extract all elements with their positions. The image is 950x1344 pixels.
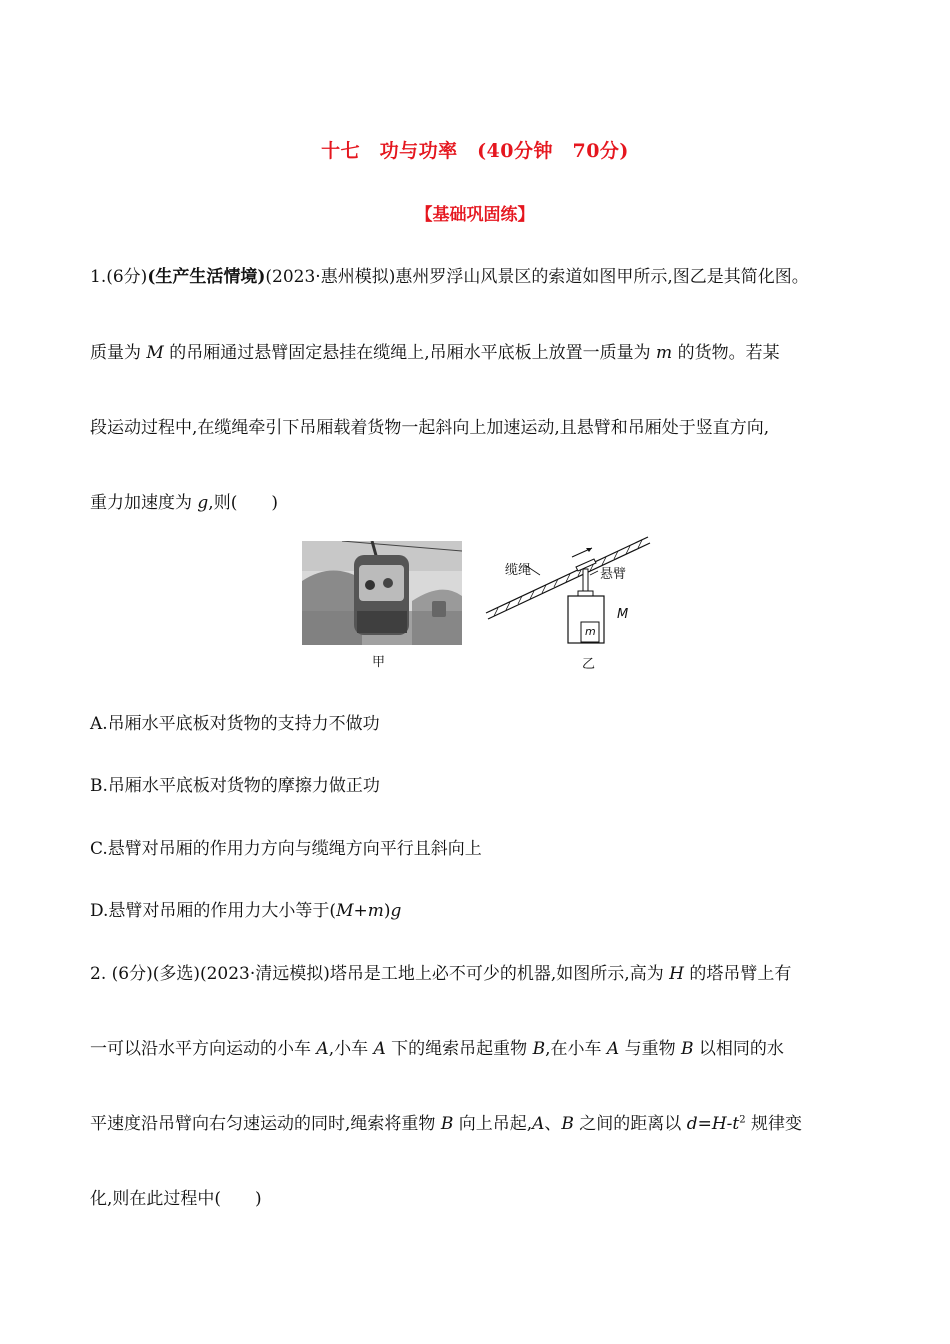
var-B: B: [561, 1114, 574, 1134]
text: 下的绳索吊起重物: [385, 1039, 533, 1059]
var-H: H: [669, 964, 684, 984]
q1-number: 1.(6分): [90, 267, 148, 287]
section-heading: 【基础巩固练】: [415, 205, 535, 225]
simplified-diagram: [480, 535, 660, 655]
text: ,则( ): [208, 493, 278, 513]
text: 平速度沿吊臂向右匀速运动的同时,绳索将重物: [90, 1114, 441, 1134]
var-M: M: [146, 343, 164, 363]
q1-line-2: [90, 338, 780, 363]
var-A: A: [373, 1039, 386, 1059]
var-A: A: [532, 1114, 545, 1134]
text: 、: [544, 1114, 562, 1134]
text: 质量为: [90, 343, 147, 363]
text: 的货物。若某: [672, 343, 780, 363]
var-B: B: [440, 1114, 454, 1134]
page-title: 十七 功与功率 (40分钟 70分): [321, 140, 629, 162]
cable-car-photo: [302, 541, 462, 645]
text: D.悬臂对吊厢的作用力大小等于(: [90, 901, 337, 921]
text: 的吊厢通过悬臂固定悬挂在缆绳上,吊厢水平底板上放置一质量为: [163, 343, 657, 363]
var-A: A: [606, 1039, 620, 1059]
var-m: m: [656, 343, 673, 363]
q2-line-1: [90, 959, 791, 984]
q2-line-3: [90, 1109, 802, 1134]
text: ,在小车: [545, 1039, 607, 1059]
q1-line-4: [90, 488, 278, 513]
option-d[interactable]: [90, 896, 401, 921]
text: 重力加速度为: [90, 493, 198, 513]
option-a[interactable]: A.吊厢水平底板对货物的支持力不做功: [90, 714, 380, 734]
var-B: B: [532, 1039, 546, 1059]
q2-line-4: 化,则在此过程中( ): [90, 1189, 262, 1209]
exponent: 2: [739, 1114, 746, 1126]
text: 2. (6分)(多选)(2023·清远模拟)塔吊是工地上必不可少的机器,如图所示,高为: [90, 964, 670, 984]
formula: d=H-t: [686, 1114, 740, 1134]
text: 的塔吊臂上有: [683, 964, 792, 984]
var-g: g: [390, 901, 402, 921]
var-A: A: [316, 1039, 329, 1059]
option-c[interactable]: C.悬臂对吊厢的作用力方向与缆绳方向平行且斜向上: [90, 839, 482, 859]
q1-context-tag: (生产生活情境): [147, 267, 266, 287]
q1-line-1: [90, 262, 809, 287]
text: 之间的距离以: [573, 1114, 687, 1134]
caption-left: 甲: [372, 655, 386, 670]
var-Mm: M+m: [336, 901, 384, 921]
label-m: m: [585, 625, 596, 638]
text: ,小车: [328, 1039, 374, 1059]
q2-line-2: [90, 1034, 784, 1059]
q1-figure: [300, 535, 660, 670]
text: 一可以沿水平方向运动的小车: [90, 1039, 317, 1059]
text: 以相同的水: [693, 1039, 784, 1059]
label-M: M: [617, 607, 629, 622]
var-g: g: [197, 493, 209, 513]
q1-text-1: (2023·惠州模拟)惠州罗浮山风景区的索道如图甲所示,图乙是其简化图。: [265, 267, 809, 287]
label-arm: 悬臂: [600, 567, 627, 582]
q1-line-3: 段运动过程中,在缆绳牵引下吊厢载着货物一起斜向上加速运动,且悬臂和吊厢处于竖直方向,: [90, 418, 770, 438]
option-b[interactable]: B.吊厢水平底板对货物的摩擦力做正功: [90, 776, 380, 796]
text: 与重物: [619, 1039, 681, 1059]
caption-right: 乙: [582, 657, 596, 672]
label-cable: 缆绳: [505, 563, 532, 578]
text: 向上吊起,: [453, 1114, 533, 1134]
text: ): [383, 901, 391, 921]
text: 规律变: [745, 1114, 803, 1134]
var-B: B: [681, 1039, 694, 1059]
